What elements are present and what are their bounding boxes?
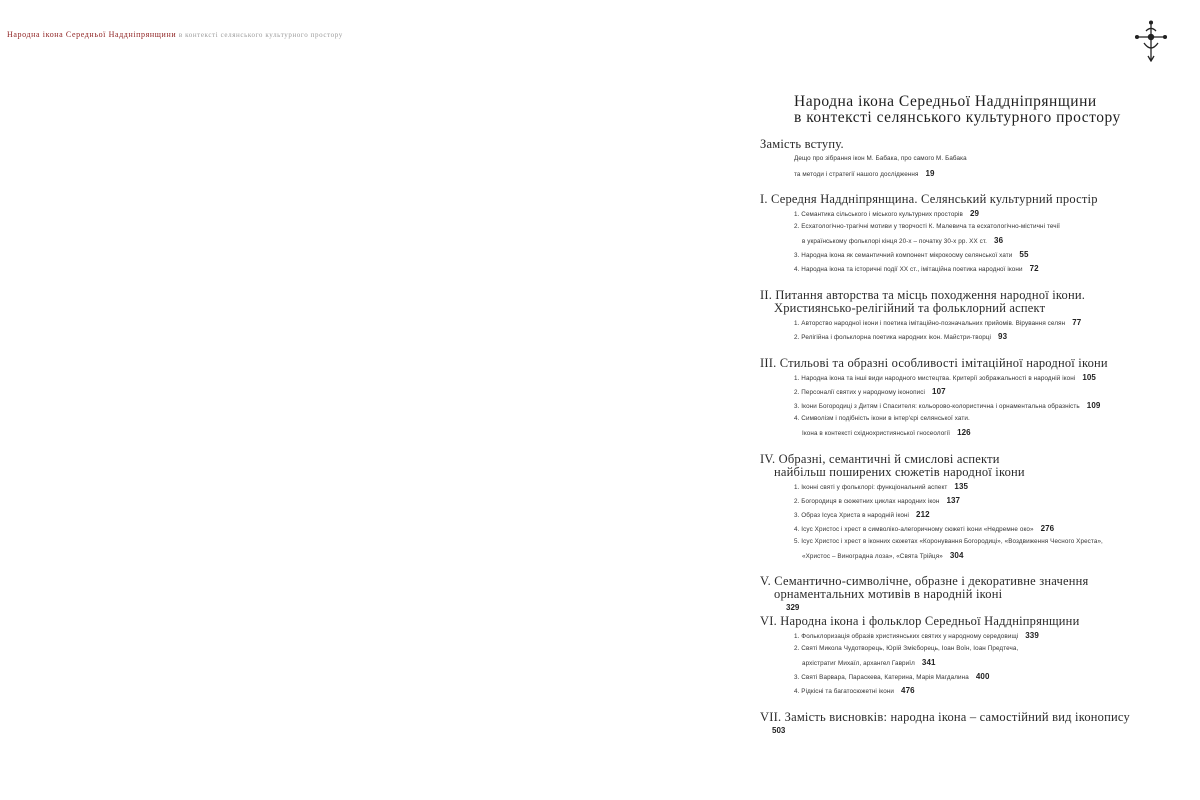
toc-entry-text: 3. Ікони Богородиці з Дитям і Спасителя: кольорово-колористична і орнаментальна образність — [794, 403, 1080, 410]
book-title-line1: Народна ікона Середньої Наддніпрянщини — [794, 93, 1097, 110]
toc-entry-text: та методи і стратегії нашого дослідження — [794, 171, 919, 178]
section-title — [760, 193, 1180, 206]
toc-entry — [794, 264, 1039, 273]
toc-entry — [794, 415, 970, 422]
toc-entry-text: 1. Іконні святі у фольклорі: функціональний аспект — [794, 484, 948, 491]
toc-entry-text: 4. Народна ікона та історичні події XX ст., імітаційна поетика народної ікони — [794, 266, 1023, 273]
page-number: 109 — [1086, 401, 1101, 410]
toc-entry — [802, 428, 971, 437]
section-title — [760, 575, 1180, 614]
section-title-text: орнаментальних мотивів в народній іконі — [774, 587, 1003, 601]
toc-entry-text: 4. Символізм і подібність ікони в інтер'єрі селянської хати. — [794, 415, 970, 422]
page-number: 72 — [1029, 264, 1039, 273]
toc-entry — [794, 538, 1103, 545]
toc-entry — [794, 387, 946, 396]
toc-section-7 — [760, 711, 1180, 737]
page-number: 304 — [949, 551, 964, 560]
table-of-contents — [760, 93, 1180, 735]
book-title-line2: в контексті селянського культурного простору — [794, 109, 1121, 126]
page-number: 55 — [1019, 250, 1029, 259]
toc-entry — [794, 686, 915, 695]
page-number: 341 — [921, 658, 936, 667]
page-number: 19 — [925, 169, 935, 178]
toc-entry-text: 1. Семантика сільського і міського культурних просторів — [794, 211, 963, 218]
cross-ornament-icon — [1134, 20, 1168, 62]
toc-entry — [794, 155, 967, 162]
section-title-line: II. Питання авторства та місць походження народної ікони. — [760, 288, 1086, 302]
toc-entry — [802, 236, 1003, 245]
page-number: 29 — [969, 209, 980, 218]
running-head-subtitle: в контексті селянського культурного простору — [178, 31, 343, 39]
toc-entry-text: 4. Ісус Христос і хрест в символіко-алегоричному сюжеті ікони «Недремне око» — [794, 526, 1034, 533]
page-number: 329 — [786, 603, 800, 612]
toc-entry — [794, 250, 1029, 259]
section-title-line: Християнсько-релігійний та фольклорний аспект — [774, 301, 1046, 315]
running-head-title: Народна ікона Середньої Наддніпрянщини — [7, 30, 177, 39]
section-title-line: IV. Образні, семантичні й смислові аспекти — [760, 452, 1000, 466]
toc-entry-text: 1. Народна ікона та інші види народного мистецтва. Критерії зображальності в народній іконі — [794, 375, 1076, 382]
section-title-line: найбільш поширених сюжетів народної ікони — [774, 465, 1025, 479]
section-title-line — [760, 588, 1180, 614]
toc-entry — [794, 223, 1060, 230]
toc-section-2 — [760, 288, 1180, 341]
section-title — [760, 453, 1180, 479]
toc-entry — [794, 209, 979, 218]
section-title — [760, 357, 1180, 370]
section-title — [760, 711, 1180, 737]
toc-entry-text: 3. Образ Ісуса Христа в народній іконі — [794, 512, 910, 519]
toc-entry — [794, 645, 1018, 652]
page-number: 36 — [994, 236, 1004, 245]
toc-entry — [794, 318, 1081, 327]
page-number: 137 — [946, 496, 961, 505]
toc-entry — [802, 658, 936, 667]
toc-section-4 — [760, 452, 1180, 560]
toc-section-intro — [760, 137, 1180, 178]
page-number: 105 — [1082, 373, 1096, 382]
page-number: 339 — [1025, 631, 1039, 640]
toc-entry — [794, 510, 930, 519]
toc-entry-text: 2. Персоналії святих у народному іконописі — [794, 389, 926, 396]
toc-entry — [794, 631, 1039, 640]
section-title-line: V. Семантично-символічне, образне і декоративне значення — [760, 574, 1089, 588]
toc-entry — [794, 482, 968, 491]
toc-entry — [794, 496, 960, 505]
toc-entry — [794, 169, 935, 178]
toc-entry — [794, 524, 1054, 533]
toc-entry-text: 5. Ісус Христос і хрест в іконних сюжетах «Коронування Богородиці», «Воздвиження Чесного Хреста», — [794, 538, 1103, 545]
section-title-text: VII. Замість висновків: народна ікона – самостійний вид іконопису — [760, 710, 1130, 724]
toc-entry-text: 1. Авторство народної ікони і поетика імітаційно-позначальних прийомів. Вірування селян — [794, 320, 1066, 327]
page-number: 93 — [998, 332, 1008, 341]
toc-entry — [802, 551, 964, 560]
toc-section-6 — [760, 614, 1180, 695]
page-number: 135 — [954, 482, 969, 491]
toc-entry — [794, 401, 1100, 410]
toc-entry — [794, 373, 1096, 382]
toc-section-3 — [760, 356, 1180, 437]
toc-entry-text: 2. Богородиця в сюжетних циклах народних ікон — [794, 498, 940, 505]
toc-entry-text: 4. Рідкісні та багатосюжетні ікони — [794, 688, 895, 695]
section-title-line: Замість вступу. — [760, 137, 844, 151]
page-number: 77 — [1072, 318, 1082, 327]
toc-entry — [794, 332, 1007, 341]
page-number: 107 — [932, 387, 946, 396]
toc-entry-text: 2. Есхатологічно-трагічні мотиви у творчості К. Малевича та есхатологічно-містичні течії — [794, 223, 1060, 230]
toc-entry-text: 3. Святі Варвара, Параскева, Катерина, Марія Магдалина — [794, 674, 969, 681]
toc-entry — [794, 672, 990, 681]
toc-entry-text: архістратиг Михаїл, архангел Гавриїл — [802, 660, 915, 667]
section-title — [760, 138, 1180, 151]
toc-entry-text: 1. Фольклоризація образів християнських святих у народному середовищі — [794, 633, 1019, 640]
toc-entry-text: 2. Релігійна і фольклорна поетика народних ікон. Майстри-творці — [794, 334, 992, 341]
running-head — [7, 30, 343, 39]
toc-entry-text: в українському фольклорі кінця 20-х – початку 30-х рр. XX ст. — [802, 238, 988, 245]
section-title — [760, 289, 1180, 315]
toc-entry-text: 3. Народна ікона як семантичний компонент мікрокосму селянської хати — [794, 252, 1013, 259]
section-title-line: III. Стильові та образні особливості імітаційної народної ікони — [760, 356, 1108, 370]
page-number: 503 — [772, 726, 786, 735]
toc-entry-text: 2. Святі Микола Чудотворець, Юрій Змієборець, Іоан Воїн, Іоан Предтеча, — [794, 645, 1019, 652]
page-number: 126 — [957, 428, 971, 437]
section-title-line: VI. Народна ікона і фольклор Середньої Наддніпрянщини — [760, 614, 1080, 628]
section-title-line: I. Середня Наддніпрянщина. Селянський культурний простір — [760, 192, 1098, 206]
page-number: 276 — [1040, 524, 1055, 533]
section-title — [760, 615, 1180, 628]
section-title-line — [760, 711, 1180, 737]
toc-entry-text: Ікона в контексті східнохристиянської гносеології — [802, 430, 951, 437]
toc-entry-text: Дещо про зібрання ікон М. Бабака, про самого М. Бабака — [794, 155, 967, 162]
toc-entry-text: «Христос – Виноградна лоза», «Свята Трійця» — [802, 553, 943, 560]
book-title — [794, 94, 1180, 126]
toc-section-1 — [760, 192, 1180, 273]
page-number: 212 — [916, 510, 930, 519]
page-number: 476 — [901, 686, 915, 695]
page-number: 400 — [975, 672, 990, 681]
toc-section-5 — [760, 575, 1180, 614]
